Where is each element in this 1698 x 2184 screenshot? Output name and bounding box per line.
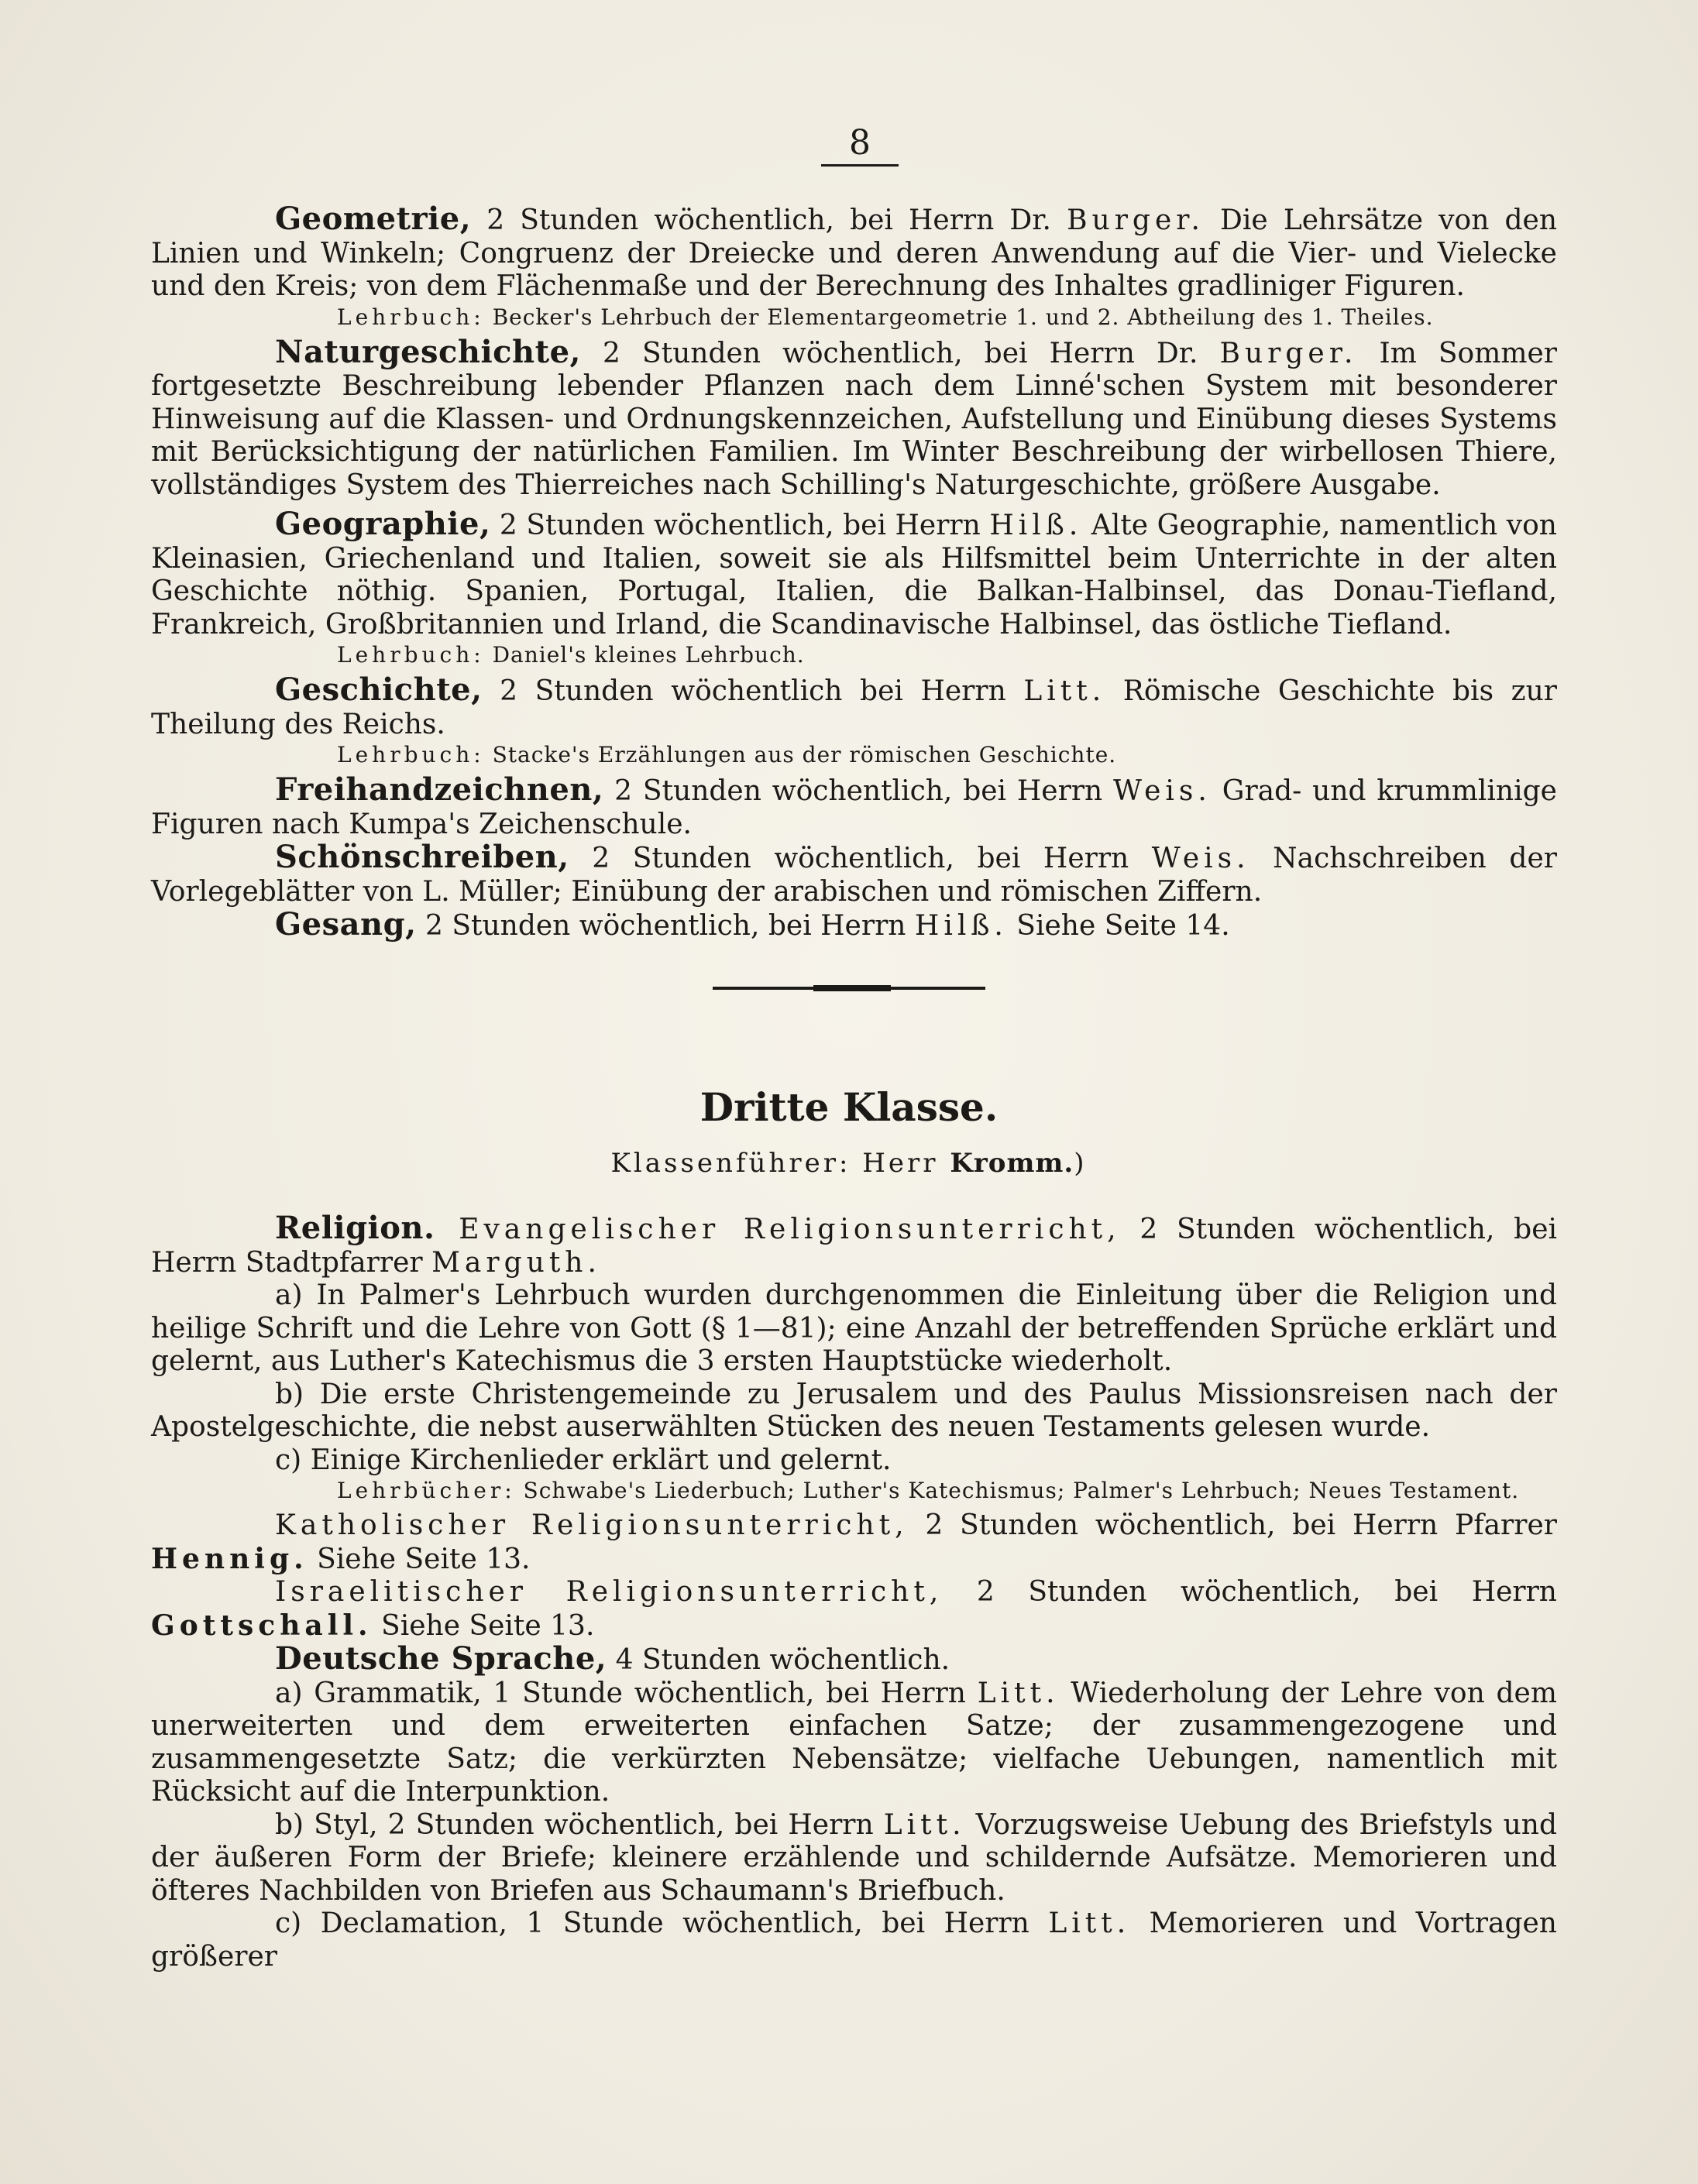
freihandzeichnen-content: Grad- und krummlinige Figuren nach Kumpa's Zeichenschule. [151,775,1557,840]
gesang-content: Siehe Seite 14. [1007,910,1230,942]
deutsch-paragraph [151,1640,1557,1677]
schoenschreiben-teacher: Weis. [1151,843,1250,874]
subject-deutsch: Deutsche Sprache, [275,1640,607,1677]
gesang-hours: 2 Stunden wöchentlich, bei Herrn [416,910,915,942]
deutsch-hours: 4 Stunden wöchentlich. [607,1644,950,1676]
deutsch-item-a-teacher: Litt. [977,1677,1060,1709]
geometrie-textbook [151,304,1557,331]
gesang-paragraph [151,908,1557,943]
religion-hours: 2 Stunden wöchentlich, bei Herrn Stadtpfarrer [151,1214,1558,1279]
subject-naturgeschichte: Naturgeschichte, [275,333,581,370]
class-leader-name: Kromm. [950,1148,1074,1179]
class-title: Dritte Klasse. [699,1084,999,1130]
religion-teacher: Marguth. [431,1246,601,1279]
naturgeschichte-teacher: Burger. [1219,337,1358,369]
geometrie-hours: 2 Stunden wöchentlich, bei Herrn Dr. [471,204,1067,236]
deutsch-item-b-text: Vorzugsweise Uebung des Briefstyls und der äußeren Form der Briefe; kleinere erzählende und schildernde Aufsätze. Memorieren und öfteres Nachbilden von Briefen aus Schaumann's Briefbuch. [151,1808,1557,1907]
deutsch-item-a-text: Wiederholung der Lehre von dem unerweiterten und dem erweiterten einfachen Satze; der zusammengezogene und zusammengesetzte Satz; die verkürzten Nebensätze; vielfache Uebungen, namentlich mit Rücksicht auf die Interpunktion. [151,1677,1557,1808]
religion-textbooks [151,1477,1557,1505]
geometrie-paragraph [151,203,1557,304]
deutsch-item-b-lead: b) Styl, 2 Stunden wöchentlich, bei Herrn [275,1808,884,1841]
textbook-label: Lehrbuch: [337,742,485,767]
religion-item-a: a) In Palmer's Lehrbuch wurden durchgenommen die Einleitung über die Religion und heilige Schrift und die Lehre von Gott (§ 1—81); eine Anzahl der betreffenden Sprüche erklärt und gelernt, aus Luther's Katechismus die 3 ersten Hauptstücke wiederholt. [151,1279,1557,1377]
freihandzeichnen-paragraph [151,771,1557,841]
geographie-hours: 2 Stunden wöchentlich, bei Herrn [490,510,990,541]
naturgeschichte-hours: 2 Stunden wöchentlich, bei Herrn Dr. [580,337,1220,369]
geographie-paragraph [151,508,1557,641]
textbook-text: Becker's Lehrbuch der Elementargeometrie 1. und 2. Abtheilung des 1. Theiles. [484,304,1434,330]
geschichte-hours: 2 Stunden wöchentlich bei Herrn [482,675,1024,707]
class-leader-close: ) [1074,1148,1088,1179]
freihandzeichnen-teacher: Weis. [1113,775,1212,807]
class-leader [0,1146,1698,1180]
naturgeschichte-content: Im Sommer fortgesetzte Beschreibung lebender Pflanzen nach dem Linné'schen System mit besonderer Hinweisung auf die Klassen- und Ordnungskennzeichen, Aufstellung und Einübung dieses Systems mit Berücksichtigung der natürlichen Familien. Im Winter Beschreibung der wirbellosen Thiere, vollständiges System des Thierreiches nach Schilling's Naturgeschichte, größere Ausgabe. [151,337,1557,501]
textbook-text: Daniel's kleines Lehrbuch. [484,642,805,668]
subject-religion: Religion. [275,1210,435,1246]
subject-freihandzeichnen: Freihandzeichnen, [275,771,604,808]
isr-religion-ref: Siehe Seite 13. [372,1609,595,1642]
schoenschreiben-content: Nachschreiben der Vorlegeblätter von L. Müller; Einübung der arabischen und römischen Ziffern. [151,843,1557,908]
geometrie-teacher: Burger. [1067,204,1205,236]
isr-religion-heading: Israelitischer Religionsunterricht, [275,1576,944,1608]
page-number-underline [821,164,899,167]
subject-gesang: Gesang, [275,906,417,943]
kath-religion-hours: 2 Stunden wöchentlich, bei Herrn Pfarrer [908,1509,1557,1541]
gesang-teacher: Hilß. [914,910,1008,942]
textbook-label: Lehrbücher: [337,1478,516,1503]
class-leader-label: Klassenführer: Herr [610,1148,950,1179]
isr-religion-paragraph [151,1576,1557,1643]
deutsch-item-c-lead: c) Declamation, 1 Stunde wöchentlich, bei Herrn [275,1908,1049,1939]
geometrie-content: Die Lehrsätze von den Linien und Winkeln; Congruenz der Dreiecke und deren Anwendung auf die Vier- und Vielecke und den Kreis; von dem Flächenmaße und der Berechnung des Inhaltes gradliniger Figuren. [151,204,1557,302]
textbook-text: Stacke's Erzählungen aus der römischen Geschichte. [484,742,1117,767]
geographie-teacher: Hilß. [989,510,1083,541]
kath-religion-teacher: Hennig. [151,1542,308,1575]
geschichte-paragraph [151,671,1557,741]
kath-religion-paragraph [151,1509,1557,1576]
schoenschreiben-hours: 2 Stunden wöchentlich, bei Herrn [569,843,1152,874]
deutsch-item-c-text: Memorieren und Vortragen größerer [151,1908,1557,1973]
naturgeschichte-paragraph [151,333,1557,503]
deutsch-item-c-teacher: Litt. [1048,1908,1131,1939]
geographie-textbook [151,641,1557,669]
freihandzeichnen-hours: 2 Stunden wöchentlich, bei Herrn [603,775,1114,807]
deutsch-item-a [151,1677,1557,1809]
deutsch-item-c [151,1908,1557,1973]
isr-religion-teacher: Gottschall. [151,1609,373,1642]
geschichte-textbook [151,741,1557,769]
page-number: 8 [849,123,871,163]
isr-religion-hours: 2 Stunden wöchentlich, bei Herrn [943,1576,1557,1608]
textbook-text: Schwabe's Liederbuch; Luther's Katechismus; Palmer's Lehrbuch; Neues Testament. [515,1478,1520,1503]
religion-paragraph [151,1212,1557,1279]
religion-heading: Evangelischer Religionsunterricht, [435,1214,1121,1245]
deutsch-item-b-teacher: Litt. [883,1808,966,1841]
subject-schoenschreiben: Schönschreiben, [275,839,569,875]
kath-religion-ref: Siehe Seite 13. [308,1543,531,1575]
subject-geometrie: Geometrie, [275,201,472,237]
deutsch-item-b [151,1809,1557,1908]
kath-religion-heading: Katholischer Religionsunterricht, [275,1509,909,1541]
religion-item-b: b) Die erste Christengemeinde zu Jerusalem und des Paulus Missionsreisen nach der Apostelgeschichte, die nebst auserwählten Stücken des neuen Testaments gelesen wurde. [151,1378,1557,1443]
schoenschreiben-paragraph [151,841,1557,908]
class-section [151,1212,1557,1973]
religion-item-c: c) Einige Kirchenlieder erklärt und gelernt. [275,1444,892,1476]
textbook-label: Lehrbuch: [337,304,485,330]
subject-geographie: Geographie, [275,506,491,542]
subject-geschichte: Geschichte, [275,671,483,708]
textbook-label: Lehrbuch: [337,642,485,668]
geographie-content: Alte Geographie, namentlich von Kleinasien, Griechenland und Italien, soweit sie als Hilfsmittel beim Unterrichte in der alten Geschichte nöthig. Spanien, Portugal, Italien, die Balkan-Halbinsel, das Donau-Tiefland, Frankreich, Großbritannien und Irland, die Scandinavische Halbinsel, das östliche Tiefland. [151,510,1557,640]
geschichte-teacher: Litt. [1023,675,1106,707]
top-section [151,203,1557,943]
geschichte-content: Römische Geschichte bis zur Theilung des Reichs. [151,675,1557,740]
deutsch-item-a-lead: a) Grammatik, 1 Stunde wöchentlich, bei Herrn [275,1677,978,1709]
section-divider-center [813,985,891,991]
